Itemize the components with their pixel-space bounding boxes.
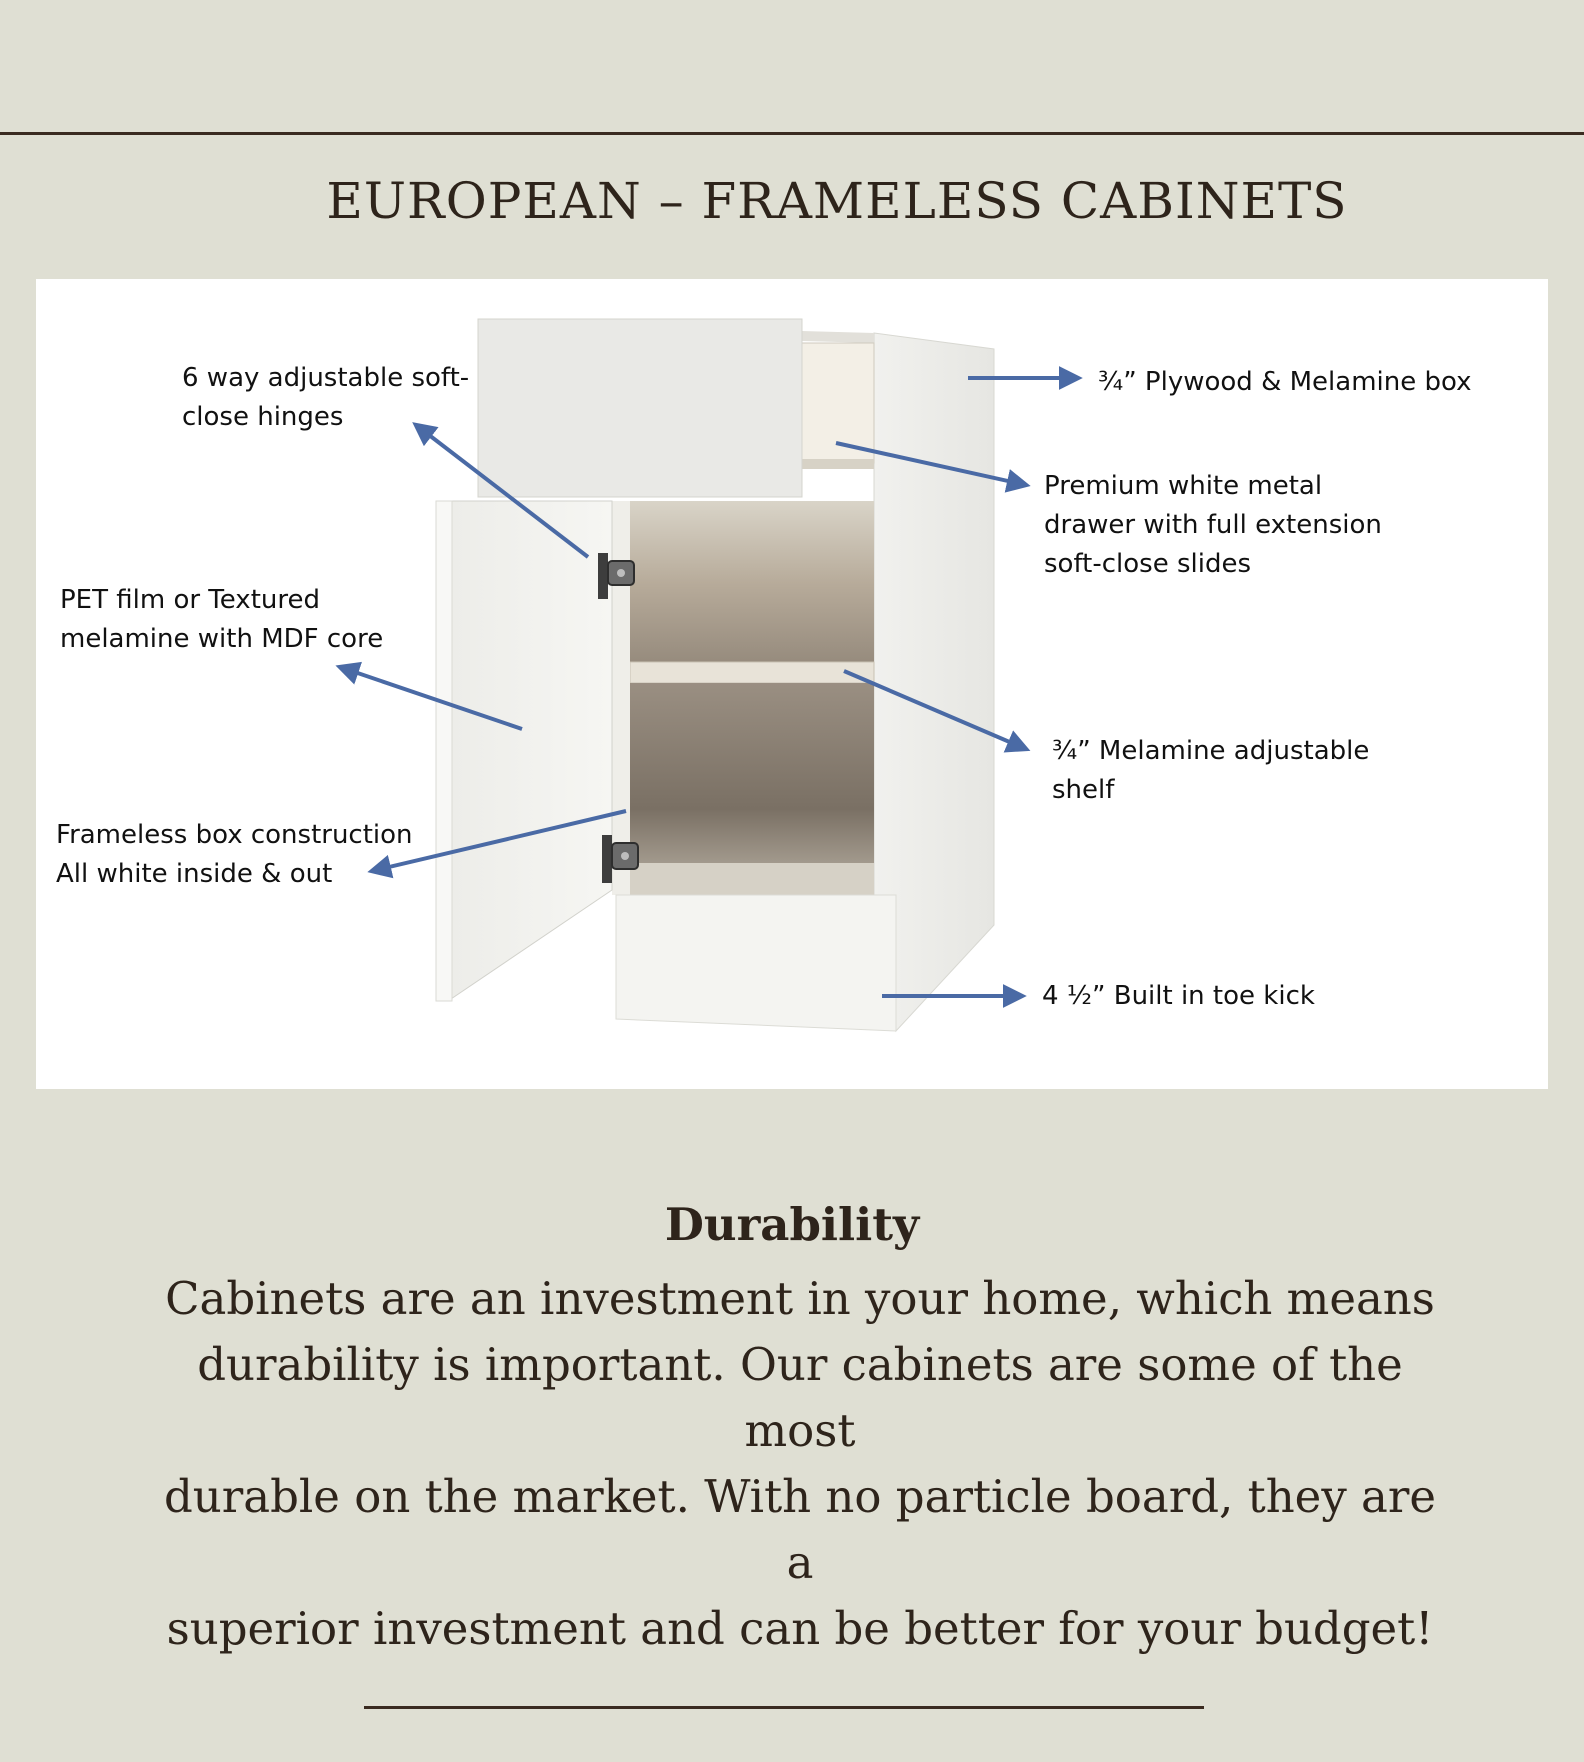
cabinet-top-edge [802, 331, 874, 343]
drawer-slide [802, 459, 874, 469]
callout-hinges-line2: close hinges [182, 402, 344, 432]
callout-door-line1: PET film or Textured [60, 585, 320, 615]
adjustable-shelf [630, 662, 874, 683]
callout-shelf-line1: ¾” Melamine adjustable [1052, 736, 1370, 766]
cabinet-interior-upper [612, 501, 874, 666]
durability-body-line: durability is important. Our cabinets are some of the most [197, 1338, 1403, 1457]
callout-plywood [1098, 363, 1471, 402]
callout-shelf [1052, 732, 1369, 810]
callout-toe-kick [1042, 977, 1315, 1016]
door-edge [436, 501, 452, 1001]
page-title: EUROPEAN – FRAMELESS CABINETS [326, 172, 1348, 230]
cabinet-diagram [36, 279, 1548, 1089]
callout-hinges-line1: 6 way adjustable soft- [182, 363, 470, 393]
top-divider [0, 132, 1584, 135]
toe-kick [616, 895, 896, 1031]
durability-body [160, 1266, 1440, 1662]
callout-drawer-line2: drawer with full extension [1044, 510, 1382, 540]
callout-drawer [1044, 467, 1382, 584]
callout-hinges [182, 359, 469, 437]
callout-drawer-line3: soft-close slides [1044, 549, 1251, 579]
callout-door-line2: melamine with MDF core [60, 624, 384, 654]
cabinet-bottom-panel [612, 863, 874, 895]
callout-drawer-line1: Premium white metal [1044, 471, 1323, 501]
callout-box-line1: Frameless box construction [56, 820, 413, 850]
drawer-front [478, 319, 802, 497]
bottom-divider [364, 1706, 1204, 1709]
open-door [436, 501, 612, 1001]
durability-body-line: durable on the market. With no particle board, they are a [163, 1470, 1437, 1589]
callout-shelf-line2: shelf [1052, 775, 1115, 805]
cabinet-interior-lower [612, 683, 874, 893]
callout-box [56, 816, 413, 894]
durability-heading: Durability [664, 1198, 920, 1251]
durability-body-line: Cabinets are an investment in your home, which means [165, 1272, 1435, 1325]
callout-toe-kick-line1: 4 ½” Built in toe kick [1042, 981, 1315, 1011]
callout-box-line2: All white inside & out [56, 859, 333, 889]
callout-plywood-line1: ¾” Plywood & Melamine box [1098, 367, 1472, 397]
durability-body-line: superior investment and can be better for your budget! [166, 1602, 1434, 1655]
callout-door [60, 581, 383, 659]
